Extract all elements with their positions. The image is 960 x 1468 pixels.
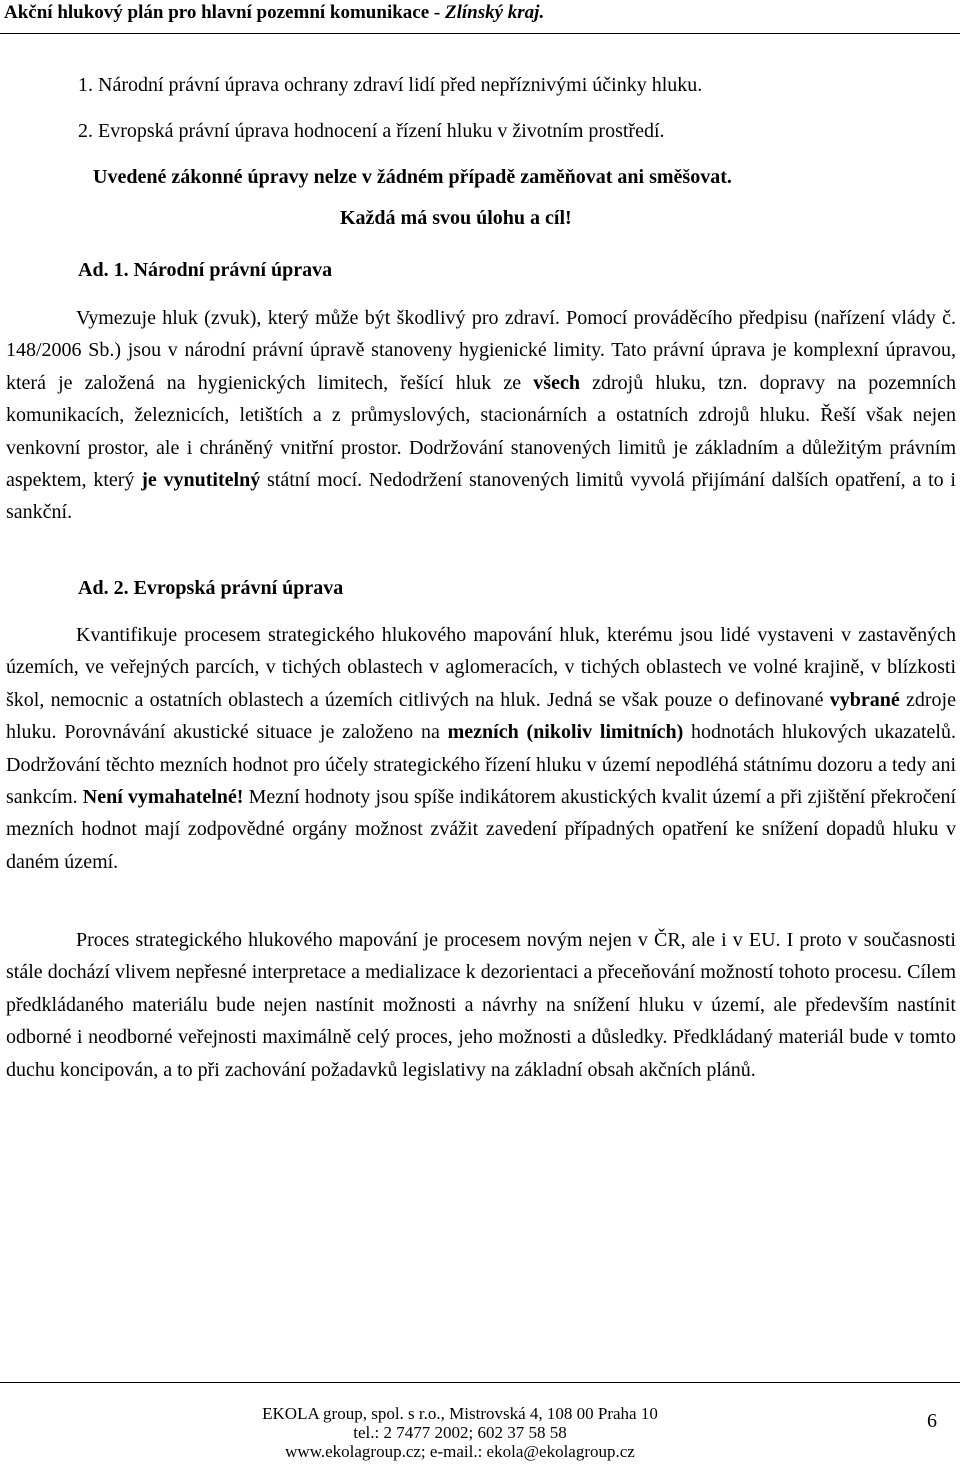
section1-paragraph: Vymezuje hluk (zvuk), který může být škodlivý pro zdraví. Pomocí prováděcího předpisu (nařízení vlády č. 148/2006 Sb.) jsou v národní právní úpravě stanoveny hygienické limity. Tato právní úprava je komplexní úpravou, která je založená na hygienických limitech, řešící hluk ze všech zdrojů hluku, tzn. dopravy na pozemních komunikacích, železnicích, letištích a z průmyslových, stacionárních a ostatních zdrojů hluku. Řeší však nejen venkovní prostor, ale i chráněný vnitřní prostor. Dodržování stanovených limitů je základním a důležitým právním aspektem, který je vynutitelný státní mocí. Nedodržení stanovených limitů vyvolá přijímání dalších opatření, a to i sankční. (6, 307, 956, 524)
notice-line: Uvedené zákonné úpravy nelze v žádném případě zaměňovat ani směšovat. (93, 166, 732, 188)
section2-paragraph: Kvantifikuje procesem strategického hlukového mapování hluk, kterému jsou lidé vystaveni v zastavěných územích, ve veřejných parcích, v tichých oblastech v aglomeracích, v tichých oblastech ve volné krajině, v blízkosti škol, nemocnic a ostatních oblastech a územích citlivých na hluk. Jedná se však pouze o definované vybrané zdroje hluku. Porovnávání akustické situace je založeno na mezních (nikoliv limitních) hodnotách hlukových ukazatelů. Dodržování těchto mezních hodnot pro účely strategického řízení hluku v území nepodléhá státnímu dozoru a tedy ani sankcím. Není vymahatelné! Mezní hodnoty jsou spíše indikátorem akustických kvalit území a při zjištění překročení mezních hodnot mají zodpovědné orgány možnost zvážit zavedení případných opatření ke snížení dopadů hluku v daném území. (6, 624, 956, 873)
page-number: 6 (927, 1410, 937, 1432)
header-title: Akční hlukový plán pro hlavní pozemní komunikace - (4, 2, 445, 23)
list-item-european: 2. Evropská právní úprava hodnocení a řízení hluku v životním prostředí. (78, 120, 665, 142)
footer-company: EKOLA group, spol. s r.o., Mistrovská 4, 108 00 Praha 10 (262, 1404, 658, 1423)
notice-emphasis: Každá má svou úlohu a cíl! (340, 207, 572, 229)
section1-heading: Ad. 1. Národní právní úprava (78, 259, 333, 281)
footer (240, 1404, 680, 1461)
closing-paragraph: Proces strategického hlukového mapování je procesem novým nejen v ČR, ale i v EU. I proto v současnosti stále dochází vlivem nepřesné interpretace a medializace k dezorientaci a přeceňování možností tohoto procesu. Cílem předkládaného materiálu bude nejen nastínit možnosti a návrhy na snížení hluku v území, ale především nastínit odborné i neodborné veřejnosti maximálně celý proces, jeho možnosti a důsledky. Předkládaný materiál bude v tomto duchu koncipován, a to při zachování požadavků legislativy na základní obsah akčních plánů. (6, 929, 956, 1081)
footer-web: www.ekolagroup.cz; e-mail.: ekola@ekolagroup.cz (285, 1442, 635, 1461)
running-header (4, 2, 544, 24)
footer-phone: tel.: 2 7477 2002; 602 37 58 58 (353, 1423, 567, 1442)
header-divider (0, 33, 960, 34)
section2-heading: Ad. 2. Evropská právní úprava (78, 577, 344, 599)
list-item-national: 1. Národní právní úprava ochrany zdraví lidí před nepříznivými účinky hluku. (78, 74, 703, 96)
footer-divider (0, 1382, 960, 1383)
header-region: Zlínský kraj. (444, 2, 545, 23)
